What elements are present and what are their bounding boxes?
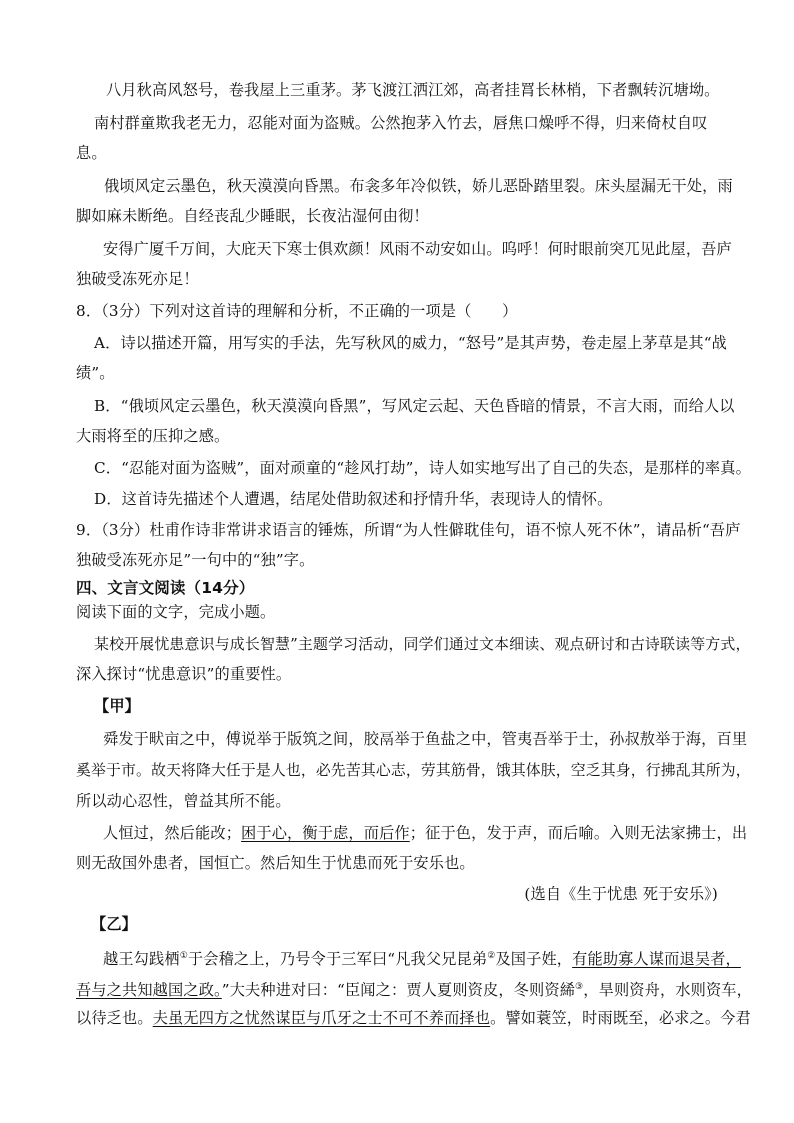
passage-jia-source: (选自《生于忧患 死于安乐》)	[524, 885, 718, 903]
passage-yi-underlined-sentence-1b: 吾与之共知越国之政。	[76, 981, 222, 1000]
section-4-intro-line-2: 深入探讨“忧患意识”的重要性。	[76, 665, 292, 683]
passage-jia-p2-line-1	[103, 823, 747, 843]
passage-jia-p2-text-a: 人恒过，然后能改；	[103, 824, 242, 842]
question-8-option-d: D．这首诗先描述个人遭遇，结尾处借助叙述和抒情升华，表现诗人的情怀。	[94, 490, 613, 508]
passage-jia-label: 【甲】	[94, 697, 141, 715]
passage-yi-text-f: 以待乏也。	[76, 1009, 153, 1027]
section-4-heading: 四、文言文阅读（14分）	[76, 579, 255, 597]
passage-jia-underlined-sentence: 困于心，衡于虑，而后作	[241, 824, 410, 842]
poem-stanza-3-line-1: 俄顷风定云墨色，秋天漠漠向昏黑。布衾多年冷似铁，娇儿恶卧踏里裂。床头屋漏无干处，雨	[104, 177, 733, 195]
passage-yi-text-e: ，旱则资舟，水则资车，	[583, 981, 752, 1000]
question-9-line-1: 9．（3分）杜甫作诗非常讲求语言的锤炼，所谓“为人性僻耽佳句，语不惊人死不休”，请品析“吾庐	[76, 521, 741, 539]
poem-stanza-4-line-2: 独破受冻死亦足！	[76, 270, 199, 288]
passage-jia-p2-text-b: ；征于色，发于声，而后喻。入则无法家拂士，出	[409, 824, 748, 842]
passage-yi-text-g: 。譬如蓑笠，时雨既至，必求之。今君	[490, 1009, 751, 1027]
question-8-option-b-line-1: B．“俄顷风定云墨色，秋天漠漠向昏黑”，写风定云起、天色昏暗的情景，不言大雨，而给人以	[94, 397, 735, 415]
passage-jia-p1-line-3: 所以动心忍性，曾益其所不能。	[76, 792, 291, 810]
passage-jia-p2-line-2: 则无敌国外患者，国恒亡。然后知生于忧患而死于安乐也。	[76, 854, 475, 872]
question-8-option-a-line-2: 绩”。	[76, 364, 115, 382]
poem-stanza-4-line-1: 安得广厦千万间，大庇天下寒士俱欢颜！风雨不动安如山。呜呼！何时眼前突兀见此屋，吾庐	[103, 240, 732, 258]
section-4-intro-line-1: 某校开展忧患意识与成长智慧”主题学习活动，同学们通过文本细读、观点研讨和古诗联读等方式，	[94, 635, 751, 653]
footnote-marker-1: ①	[179, 951, 188, 961]
passage-jia-p1-line-1: 舜发于畎亩之中，傅说举于版筑之间，胶鬲举于鱼盐之中，管夷吾举于士，孙叔敖举于海，百里	[103, 730, 748, 748]
passage-yi-line-2	[76, 977, 752, 1000]
passage-yi-underlined-sentence-2: 夫虽无四方之忧然谋臣与爪牙之士不可不养而择也	[152, 1009, 491, 1027]
question-8-option-c: C．“忍能对面为盗贼”，面对顽童的“趁风打劫”，诗人如实地写出了自己的失态，是那样的率真。	[94, 459, 751, 477]
question-8-option-a-line-1: A．诗以描述开篇，用写实的手法，先写秋风的威力，“怒号”是其声势，卷走屋上茅草是其“战	[94, 334, 728, 352]
section-4-instruction: 阅读下面的文字，完成小题。	[76, 603, 276, 621]
passage-yi-label: 【乙】	[91, 915, 138, 933]
footnote-marker-2: ②	[487, 951, 496, 961]
passage-yi-line-3	[76, 1008, 751, 1028]
question-9-line-2: 独破受冻死亦足”一句中的“独”字。	[76, 551, 315, 569]
footnote-marker-3: ③	[575, 982, 584, 992]
passage-jia-p1-line-2: 奚举于市。故天将降大任于是人也，必先苦其心志，劳其筋骨，饿其体肤，空乏其身，行拂乱其所为，	[76, 761, 751, 779]
poem-stanza-3-line-2: 脚如麻未断绝。自经丧乱少睡眠，长夜沾湿何由彻！	[76, 207, 429, 225]
question-8-option-b-line-2: 大雨将至的压抑之感。	[76, 427, 230, 445]
question-8-stem: 8．（3分）下列对这首诗的理解和分析，不正确的一项是（ ）	[76, 302, 518, 320]
passage-yi-underlined-sentence-1a: 有能助寡人谋而退吴者，	[572, 950, 741, 969]
passage-yi-text-d: ”大夫种进对曰：“臣闻之：贾人夏则资皮，冬则资絺	[221, 981, 576, 1000]
passage-yi-line-1	[103, 946, 741, 969]
poem-stanza-2-line-2: 息。	[76, 144, 107, 162]
passage-yi-text-c: 及国子姓，	[495, 950, 573, 969]
passage-yi-text-a: 越王勾践栖	[103, 950, 180, 969]
poem-stanza-2-line-1: 南村群童欺我老无力，忍能对面为盗贼。公然抱茅入竹去，唇焦口燥呼不得，归来倚杖自叹	[94, 114, 708, 132]
passage-yi-text-b: 于会稽之上，乃号令于三军曰“凡我父兄昆弟	[187, 950, 488, 969]
poem-stanza-1: 八月秋高风怒号，卷我屋上三重茅。茅飞渡江洒江郊，高者挂罥长林梢，下者飘转沉塘坳。	[106, 81, 720, 99]
